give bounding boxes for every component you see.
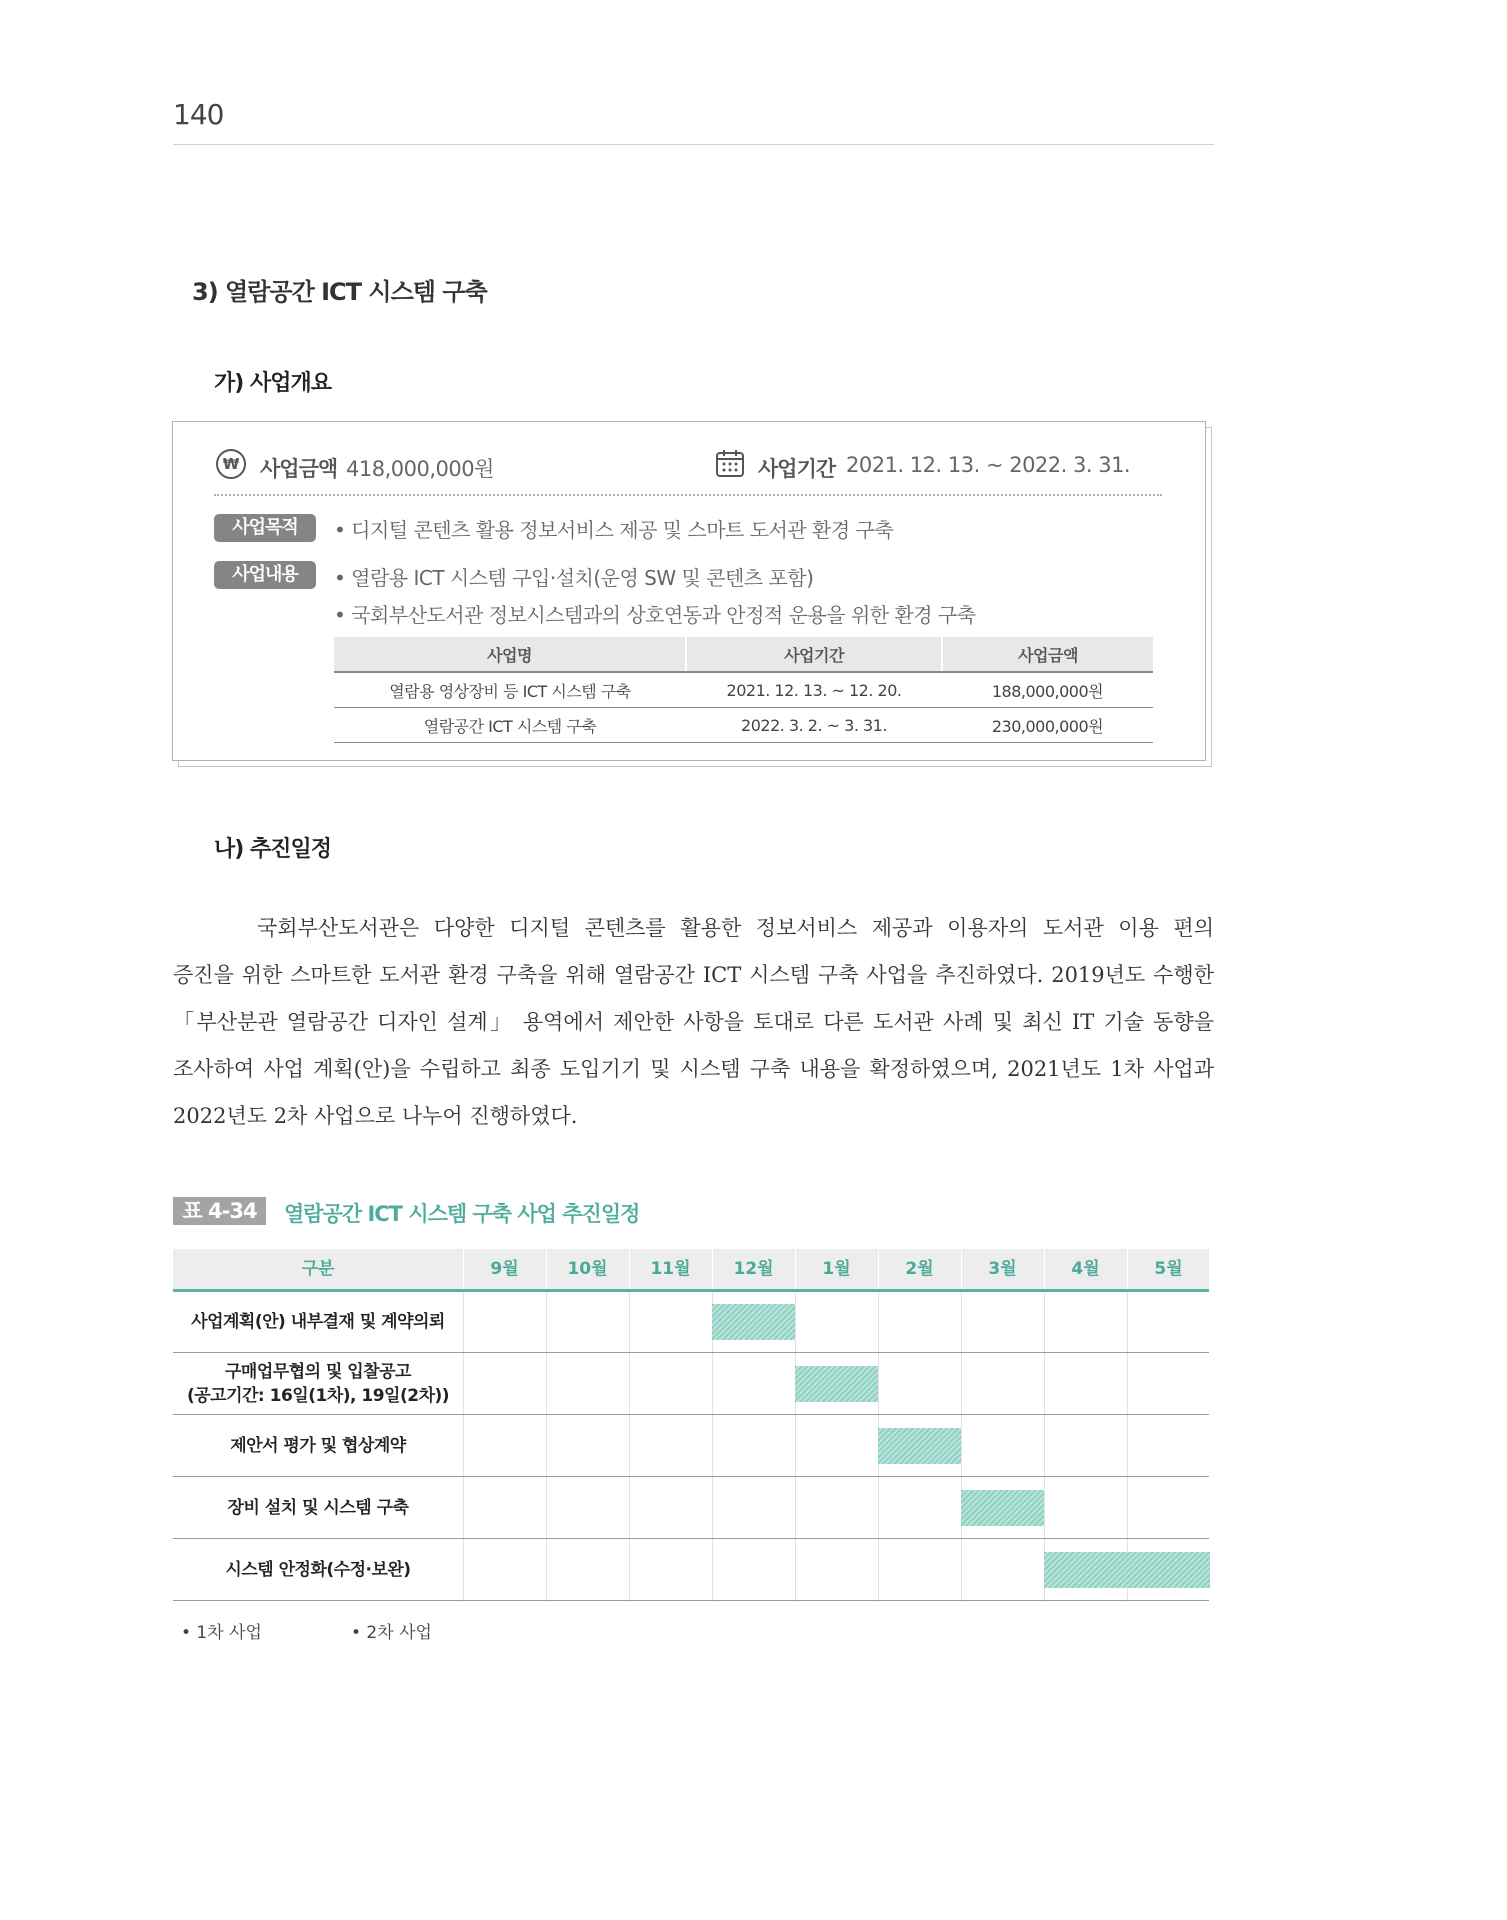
overview-table	[334, 637, 1153, 743]
body-paragraph	[173, 905, 1214, 1140]
budget-value: 418,000,000원	[346, 457, 494, 481]
schedule-heading: 나) 추진일정	[214, 837, 331, 862]
content-line: • 열람용 ICT 시스템 구입·설치(운영 SW 및 콘텐츠 포함)	[334, 566, 814, 590]
gantt-month-header: 2월	[905, 1259, 934, 1279]
purpose-tag: 사업목적	[214, 514, 316, 542]
gantt-month-header: 5월	[1154, 1259, 1183, 1279]
section-title: 3) 열람공간 ICT 시스템 구축	[192, 278, 487, 306]
gantt-month-header: 9월	[490, 1259, 519, 1279]
paragraph-line: 「부산분관 열람공간 디자인 설계」 용역에서 제안한 사항을 토대로 다른 도서관 사례 및 최신 IT 기술 동향을	[173, 1010, 1214, 1034]
gantt-header-divider	[546, 1249, 547, 1289]
gantt-bar	[1044, 1552, 1210, 1588]
gantt-header	[173, 1249, 1209, 1292]
gantt-month-header: 11월	[650, 1259, 691, 1279]
table-cell: 230,000,000원	[942, 708, 1153, 743]
gantt-month-header: 10월	[567, 1259, 608, 1279]
table-row	[334, 708, 1153, 743]
table-row	[334, 672, 1153, 708]
gantt-header-label: 구분	[301, 1259, 335, 1279]
paragraph-line: 조사하여 사업 계획(안)을 수립하고 최종 도입기기 및 시스템 구축 내용을 확정하였으며, 2021년도 1차 사업과	[173, 1057, 1214, 1081]
gantt-header-divider	[463, 1249, 464, 1289]
content-tag: 사업내용	[214, 561, 316, 589]
table-header: 사업기간	[686, 637, 942, 672]
gantt-row-label	[173, 1354, 463, 1414]
gantt-header-divider	[629, 1249, 630, 1289]
page-number: 140	[173, 98, 224, 131]
table-header: 사업명	[334, 637, 686, 672]
table-header: 사업금액	[942, 637, 1153, 672]
gantt-row	[173, 1478, 1209, 1539]
gantt-header-divider	[878, 1249, 879, 1289]
gantt-task-name: 제안서 평가 및 협상계약	[230, 1436, 406, 1456]
gantt-row	[173, 1354, 1209, 1415]
overview-summary	[214, 446, 1164, 490]
gantt-header-divider	[1044, 1249, 1045, 1289]
gantt-task-name: 시스템 안정화(수정·보완)	[225, 1560, 411, 1580]
gantt-title: 열람공간 ICT 시스템 구축 사업 추진일정	[284, 1202, 640, 1226]
gantt-bar	[795, 1366, 878, 1402]
header-divider	[173, 144, 1214, 145]
gantt-bar	[712, 1304, 795, 1340]
gantt-row-label	[173, 1478, 463, 1538]
gantt-row	[173, 1416, 1209, 1477]
gantt-row-label	[173, 1292, 463, 1352]
table-cell: 열람공간 ICT 시스템 구축	[334, 708, 686, 743]
table-cell: 2022. 3. 2. ~ 3. 31.	[686, 708, 942, 743]
gantt-month-header: 1월	[822, 1259, 851, 1279]
paragraph-line: 증진을 위한 스마트한 도서관 환경 구축을 위해 열람공간 ICT 시스템 구축 사업을 추진하였다. 2019년도 수행한	[173, 963, 1214, 987]
gantt-row-label	[173, 1540, 463, 1600]
gantt-task-name: 구매업무협의 및 입찰공고	[225, 1362, 411, 1382]
table-cell: 열람용 영상장비 등 ICT 시스템 구축	[334, 672, 686, 708]
gantt-row	[173, 1540, 1209, 1601]
legend-phase-1: • 1차 사업	[181, 1623, 262, 1643]
paragraph-line: 2022년도 2차 사업으로 나누어 진행하였다.	[173, 1104, 578, 1128]
calendar-icon	[715, 448, 745, 478]
paragraph-line: 국회부산도서관은 다양한 디지털 콘텐츠를 활용한 정보서비스 제공과 이용자의 도서관 이용 편의	[257, 916, 1214, 940]
gantt-header-divider	[961, 1249, 962, 1289]
content-line: • 국회부산도서관 정보시스템과의 상호연동과 안정적 운용을 위한 환경 구축	[334, 603, 976, 627]
period-label: 사업기간	[758, 457, 836, 481]
legend-phase-2: • 2차 사업	[351, 1623, 432, 1643]
gantt-row	[173, 1292, 1209, 1353]
period-value: 2021. 12. 13. ~ 2022. 3. 31.	[846, 453, 1131, 477]
gantt-task-name: 사업계획(안) 내부결재 및 계약의뢰	[191, 1312, 445, 1332]
budget-label: 사업금액	[260, 457, 338, 481]
gantt-chart	[173, 1249, 1209, 1601]
purpose-text: • 디지털 콘텐츠 활용 정보서비스 제공 및 스마트 도서관 환경 구축	[334, 518, 894, 542]
table-number-tag: 표 4-34	[173, 1197, 266, 1225]
gantt-month-header: 12월	[733, 1259, 774, 1279]
gantt-task-note: (공고기간: 16일(1차), 19일(2차))	[186, 1386, 450, 1406]
won-coin-icon: ₩	[216, 449, 246, 479]
gantt-task-name: 장비 설치 및 시스템 구축	[227, 1498, 409, 1518]
overview-heading: 가) 사업개요	[214, 371, 331, 396]
gantt-bar	[878, 1428, 961, 1464]
dotted-divider	[214, 494, 1162, 496]
gantt-month-header: 4월	[1071, 1259, 1100, 1279]
gantt-month-header: 3월	[988, 1259, 1017, 1279]
table-cell: 2021. 12. 13. ~ 12. 20.	[686, 672, 942, 708]
gantt-row-label	[173, 1416, 463, 1476]
gantt-header-divider	[712, 1249, 713, 1289]
gantt-header-divider	[1127, 1249, 1128, 1289]
table-header-row	[334, 637, 1153, 672]
table-cell: 188,000,000원	[942, 672, 1153, 708]
gantt-header-divider	[795, 1249, 796, 1289]
gantt-bar	[961, 1490, 1044, 1526]
